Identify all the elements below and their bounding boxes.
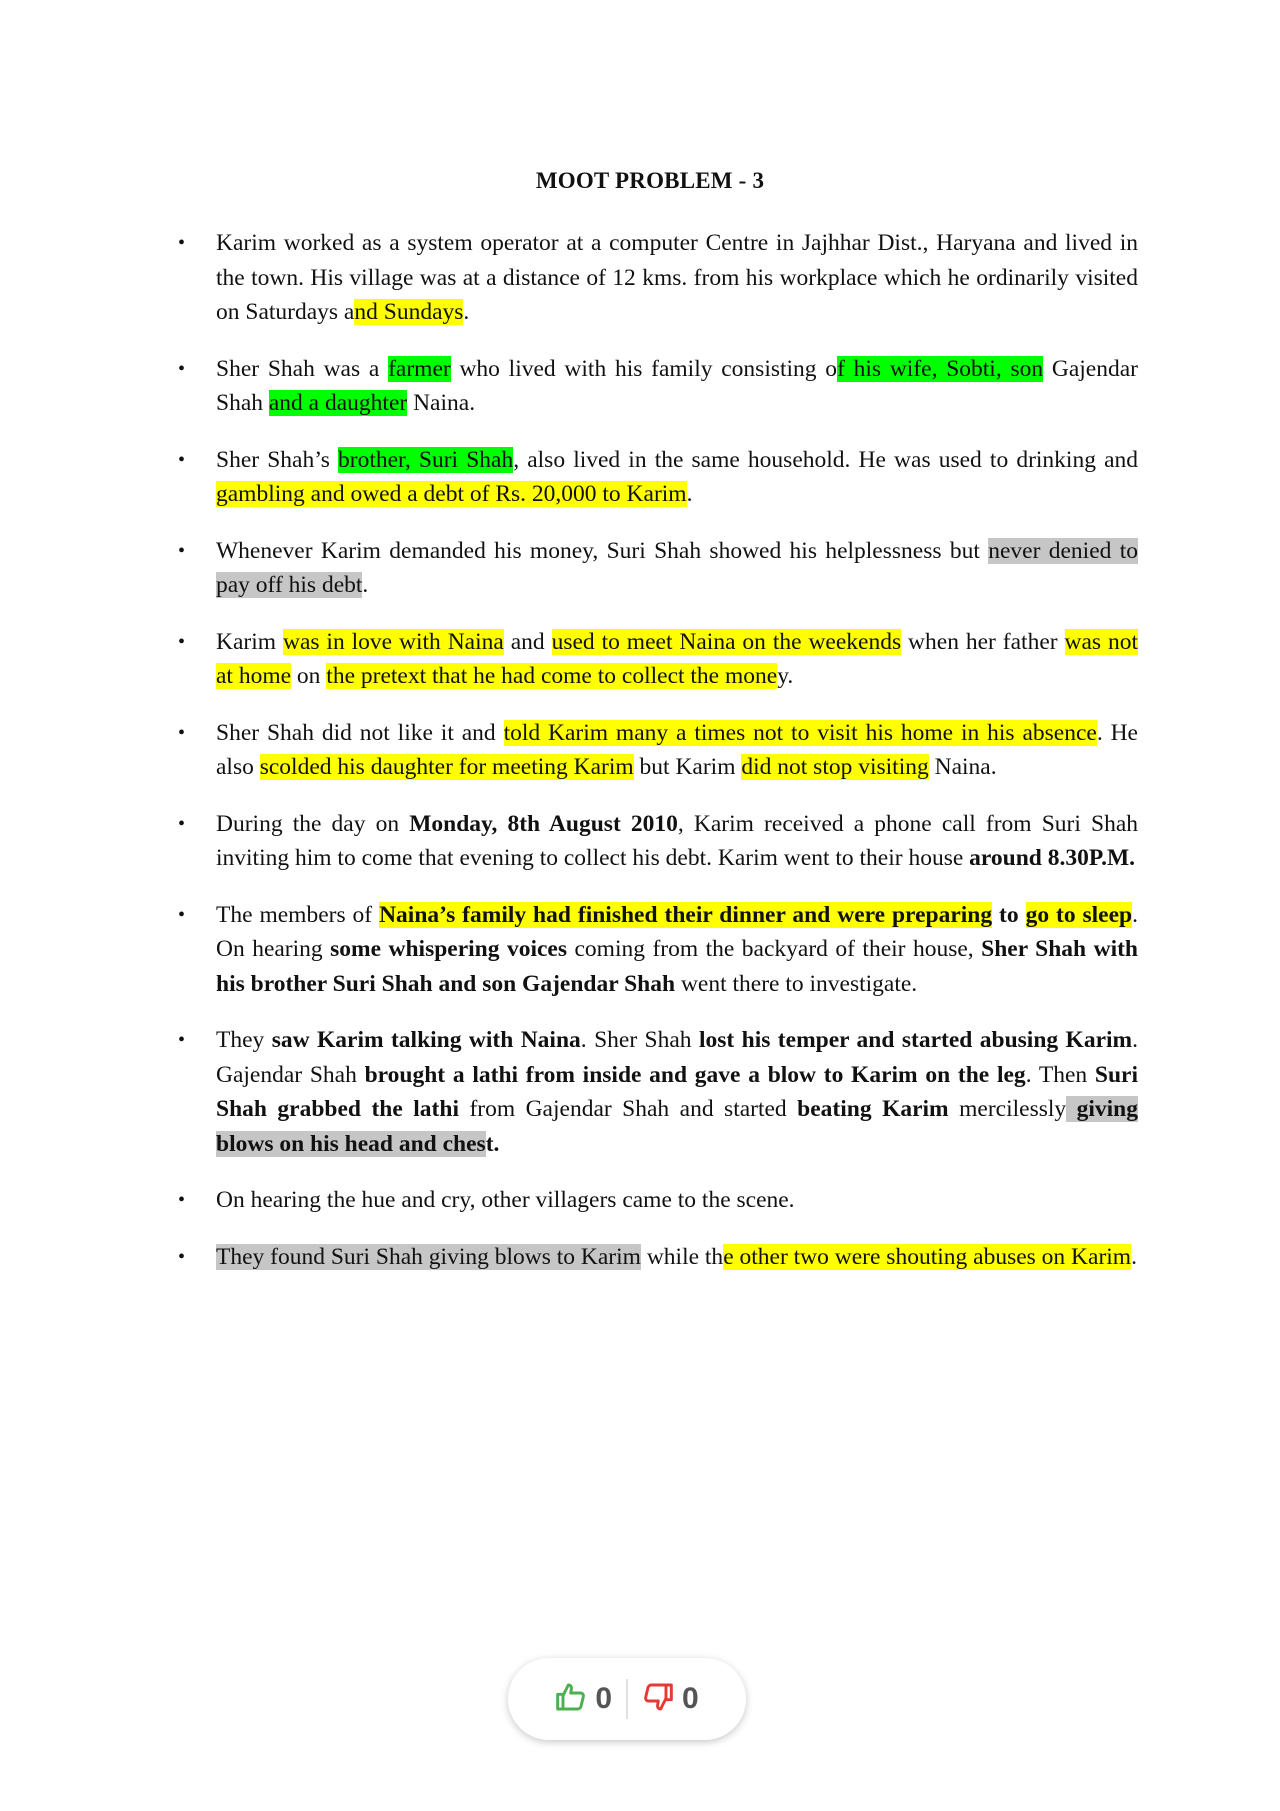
text-segment: Suri Shah grabbed the lathi <box>216 1061 1138 1122</box>
text-segment: The members of <box>216 901 380 928</box>
downvote-count: 0 <box>682 1682 699 1715</box>
upvote-button[interactable] <box>541 1681 626 1718</box>
list-item <box>178 1023 1138 1161</box>
bullet-marker: • <box>178 539 186 562</box>
text-segment: y. <box>777 663 794 689</box>
highlighted-text: the pretext that he had come to collect the mone <box>326 663 778 689</box>
text-segment: They <box>216 1027 272 1053</box>
list-item <box>178 352 1138 421</box>
text-segment: . <box>463 299 470 325</box>
text-segment: . <box>686 481 693 507</box>
text-segment: went there to investigate. <box>675 970 918 997</box>
highlighted-text: was in love with Naina <box>282 628 504 655</box>
highlighted-text: f his wife, Sobti, son <box>837 355 1044 382</box>
highlighted-text: giving blows on his head and ches <box>216 1096 1138 1157</box>
highlighted-text: did not stop visiting <box>741 754 929 780</box>
text-segment: when her father <box>901 628 1065 655</box>
text-segment: Gajendar Shah <box>216 355 1138 416</box>
vote-bar <box>508 1658 746 1740</box>
highlighted-text: e other two were shouting abuses on Karim <box>723 1243 1132 1270</box>
bullet-marker: • <box>178 357 186 380</box>
highlighted-text: never denied to pay off his debt <box>216 537 1138 598</box>
text-segment: mercilessly <box>948 1096 1067 1122</box>
text-segment: saw Karim talking with Naina <box>271 1027 581 1053</box>
list-item <box>178 807 1138 876</box>
text-segment: but Karim <box>633 754 742 780</box>
text-segment: Sher Shah did not like it and <box>216 719 504 746</box>
text-segment: who lived with his family consisting o <box>450 355 838 382</box>
bullet-marker: • <box>178 232 186 254</box>
highlighted-text: They found Suri Shah giving blows to Karim <box>216 1243 641 1270</box>
list-item <box>178 443 1138 512</box>
highlighted-text: nd Sundays <box>354 299 464 325</box>
thumbs-up-icon <box>555 1681 587 1718</box>
text-segment: brought a lathi from inside and gave a blow to Karim on the leg <box>364 1061 1026 1088</box>
text-segment: . He also <box>216 719 1138 780</box>
highlighted-text: used to meet Naina on the weekends <box>551 628 902 655</box>
text-segment: Naina. <box>407 390 476 416</box>
text-segment: Sher Shah’s <box>216 446 338 473</box>
bullet-marker: • <box>178 448 186 471</box>
bullet-marker: • <box>178 903 186 926</box>
list-item <box>178 226 1138 330</box>
text-segment: while th <box>640 1243 724 1270</box>
text-segment: Naina. <box>928 754 997 780</box>
text-segment: some whispering voices <box>330 936 568 962</box>
upvote-count: 0 <box>595 1682 612 1715</box>
highlighted-text: Naina’s family had finished their dinner and were preparing <box>379 901 993 928</box>
text-segment: and <box>503 628 552 655</box>
bullet-marker: • <box>178 721 186 744</box>
list-item <box>178 625 1138 694</box>
bullet-marker: • <box>178 630 186 653</box>
text-segment: t. <box>485 1130 500 1157</box>
highlighted-text: farmer <box>388 355 451 382</box>
text-segment: . Gajendar Shah <box>216 1027 1138 1088</box>
text-segment: During the day on <box>216 810 410 837</box>
downvote-button[interactable] <box>628 1681 713 1718</box>
text-segment: , also lived in the same household. He was used to drinking and <box>513 446 1138 473</box>
text-segment: Whenever Karim demanded his money, Suri Shah showed his helplessness but <box>216 537 989 564</box>
text-segment: Sher Shah was a <box>216 355 389 382</box>
text-segment: Karim <box>216 628 283 655</box>
bullet-marker: • <box>178 1189 186 1211</box>
text-segment: beating Karim <box>797 1096 949 1122</box>
list-item <box>178 898 1138 1002</box>
text-segment: Karim worked as a system operator at a computer Centre in Jajhhar Dist., Haryana and lived in the town. His village was at a distance of 12 kms. from his workplace which he ordinarily visited on Saturdays a <box>216 230 1138 325</box>
text-segment: coming from the backyard of their house, <box>567 936 982 962</box>
text-segment: . <box>1131 1243 1137 1270</box>
highlighted-text: brother, Suri Shah <box>338 446 514 473</box>
list-item <box>178 534 1138 603</box>
list-item <box>178 1240 1138 1275</box>
thumbs-down-icon <box>642 1681 674 1718</box>
bullet-marker: • <box>178 812 186 835</box>
text-segment: lost his temper and started abusing Karim <box>698 1027 1133 1053</box>
highlighted-text: scolded his daughter for meeting Karim <box>259 754 634 780</box>
bullet-marker: • <box>178 1029 186 1051</box>
text-segment: . Then <box>1025 1061 1095 1088</box>
highlighted-text: and a daughter <box>268 390 408 416</box>
text-segment: around 8.30P.M. <box>969 845 1135 871</box>
highlighted-text: go to sleep <box>1025 901 1133 928</box>
text-segment: On hearing the hue and cry, other villagers came to the scene. <box>216 1187 795 1213</box>
list-item <box>178 1183 1138 1218</box>
text-segment: . Sher Shah <box>580 1027 699 1053</box>
bullet-marker: • <box>178 1245 186 1268</box>
list-item <box>178 716 1138 785</box>
highlighted-text: was not at home <box>216 628 1138 689</box>
text-segment: , Karim received a phone call from Suri Shah inviting him to come that evening to collect his debt. Karim went to their house <box>216 810 1139 871</box>
text-segment: Monday, 8th August 2010 <box>409 810 678 837</box>
text-segment: . <box>362 572 369 598</box>
page-title: MOOT PROBLEM - 3 <box>535 168 765 193</box>
text-segment: . On hearing <box>216 901 1138 962</box>
text-segment: on <box>291 663 327 689</box>
text-segment: from Gajendar Shah and started <box>458 1096 798 1122</box>
bullet-list <box>178 226 1138 1296</box>
highlighted-text: told Karim many a times not to visit his home in his absence <box>503 719 1097 746</box>
text-segment: Sher Shah with his brother Suri Shah and son Gajendar Shah <box>216 936 1138 997</box>
text-segment: to <box>992 901 1026 928</box>
highlighted-text: gambling and owed a debt of Rs. 20,000 to Karim <box>216 481 687 507</box>
